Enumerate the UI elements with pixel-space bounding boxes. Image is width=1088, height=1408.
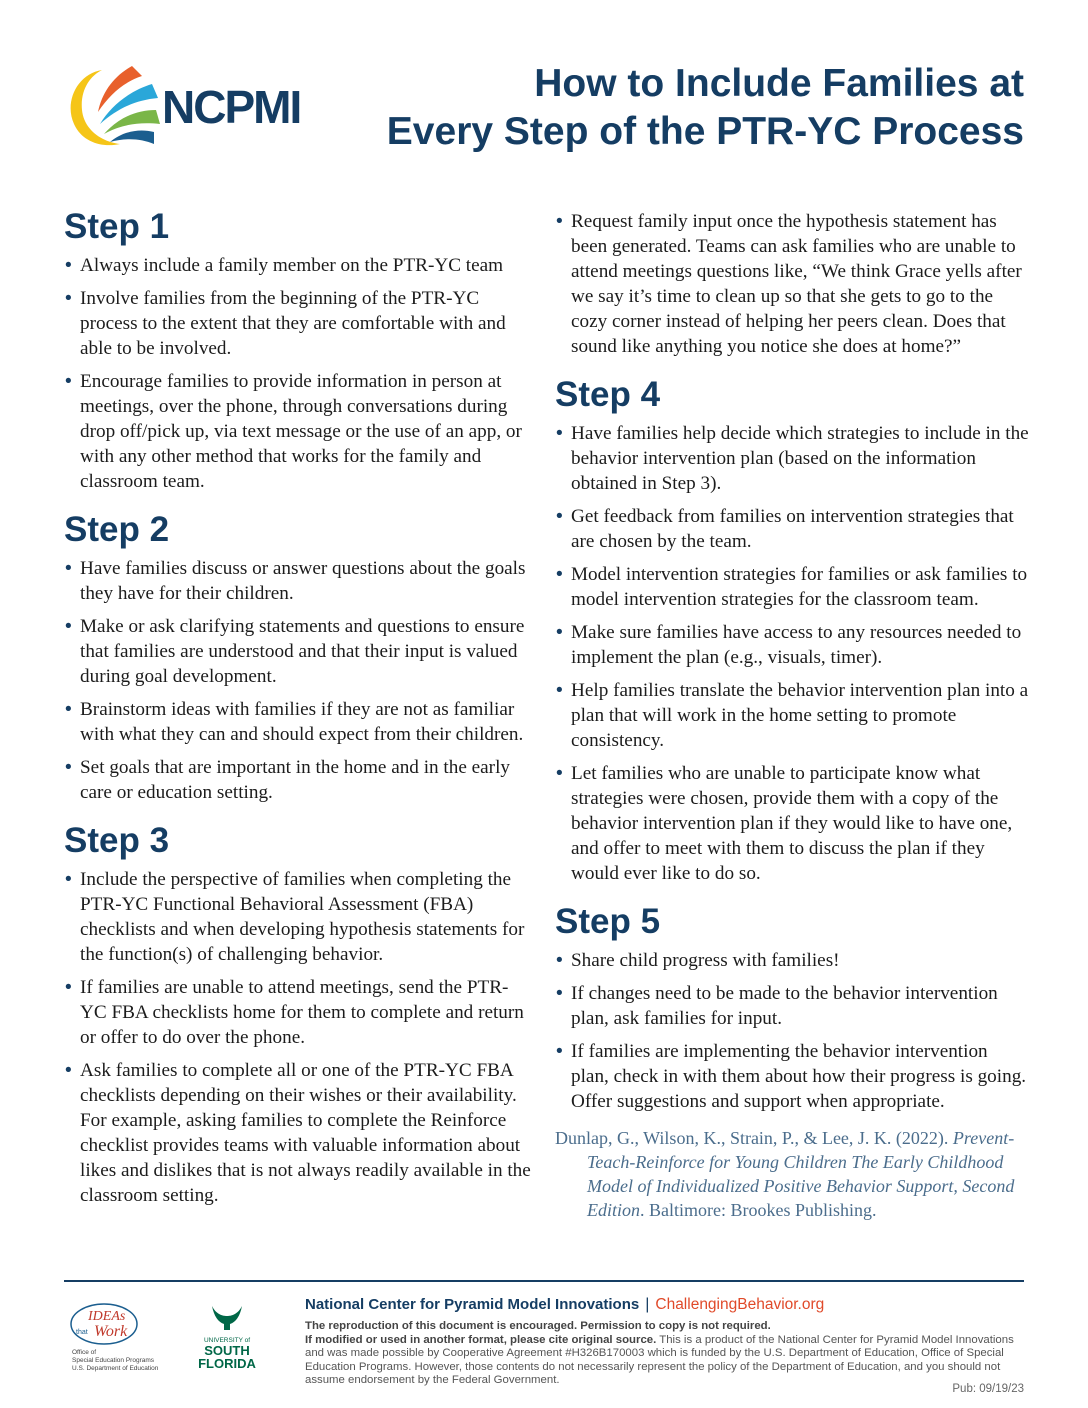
ideas-work-word: Work	[94, 1323, 128, 1340]
list-item: • Get feedback from families on intervention strategies that are chosen by the team.	[555, 504, 1030, 554]
publication-date: Pub: 09/19/23	[952, 1383, 1024, 1395]
list-item: • Help families translate the behavior intervention plan into a plan that will work in the home setting to promote consistency.	[555, 678, 1030, 753]
step-2-section	[64, 508, 534, 805]
list-item: • Model intervention strategies for families or ask families to model intervention strategies for the classroom team.	[555, 562, 1030, 612]
step-3-list-continued	[555, 209, 1030, 359]
step-5-list	[555, 948, 1030, 1114]
challenging-behavior-link[interactable]: ChallengingBehavior.org	[655, 1296, 825, 1313]
ideas-logo-icon	[68, 1298, 158, 1378]
step-1-heading: Step 1	[64, 207, 170, 246]
list-item: • Have families discuss or answer questions about the goals they have for their children.	[64, 556, 534, 606]
step-2-list	[64, 556, 534, 805]
notice-bold-1: The reproduction of this document is encouraged. Permission to copy is not required.	[305, 1320, 771, 1332]
list-item: • Include the perspective of families when completing the PTR-YC Functional Behavioral Assessment (FBA) checklists and when developing hypothesis statements for the function(s) of challenging behavior.	[64, 867, 534, 967]
right-column	[555, 205, 1030, 1222]
footer-divider	[64, 1280, 1024, 1282]
notice-bold-2: If modified or used in another format, please cite original source.	[305, 1333, 657, 1346]
usf-logo	[194, 1300, 260, 1372]
step-1-section	[64, 205, 534, 494]
list-item: • Always include a family member on the PTR-YC team	[64, 253, 534, 278]
usf-bull-icon	[194, 1300, 260, 1372]
footer-separator: |	[645, 1296, 650, 1313]
list-item: • Encourage families to provide information in person at meetings, over the phone, through conversations during drop off/pick up, via text message or the use of an app, or with any other method that works for the family and classroom team.	[64, 369, 534, 494]
step-3-heading: Step 3	[64, 821, 170, 860]
list-item: • Set goals that are important in the home and in the early care or education setting.	[64, 755, 534, 805]
list-item: • Request family input once the hypothesis statement has been generated. Teams can ask families who are unable to attend meetings questions like, “We think Grace yells after we say it’s time to clean up so that she gets to go to the cozy corner instead of helping her peers clean. Does that sound like anything you notice she does at home?”	[555, 209, 1030, 359]
page-title	[324, 60, 1024, 156]
step-5-section	[555, 900, 1030, 1114]
logo-wordmark: NCPMI	[162, 81, 301, 133]
step-2-heading: Step 2	[64, 510, 170, 549]
step-3-list	[64, 867, 534, 1208]
left-column	[64, 205, 534, 1222]
ncpmi-swirl-icon	[62, 62, 162, 152]
ideas-sub-1: Office of	[72, 1349, 97, 1356]
footer	[305, 1296, 1025, 1388]
ideas-that-word: that	[76, 1329, 88, 1336]
notice-text: This is a product of the National Center for Pyramid Model Innovations and was made possible by Cooperative Agreement #H326B170003 which is funded by the U.S. Department of Education, Office of Special Education Programs. However, those contents do not necessarily represent the policy of the Department of Education, and you should not assume endorsement by the Federal Government.	[305, 1333, 1014, 1386]
list-item: • Brainstorm ideas with families if they are not as familiar with what they can and should expect from their children.	[64, 697, 534, 747]
ideas-that-work-logo	[68, 1298, 158, 1378]
list-item: • Ask families to complete all or one of the PTR-YC FBA checklists depending on their wishes or their availability. For example, asking families to complete the Reinforce checklist provides teams with valuable information about likes and dislikes that is not always readily available in the classroom setting.	[64, 1058, 534, 1208]
usf-florida: FLORIDA	[198, 1356, 256, 1371]
step-1-list	[64, 253, 534, 494]
footer-notice	[305, 1320, 1025, 1388]
step-4-section	[555, 373, 1030, 886]
citation	[555, 1126, 1030, 1222]
list-item: • Let families who are unable to participate know what strategies were chosen, provide them with a copy of the behavior intervention plan if they would like to have one, and offer to meet with them to discuss the plan if they would ever like to do so.	[555, 761, 1030, 886]
list-item: • Involve families from the beginning of the PTR-YC process to the extent that they are comfortable with and able to be involved.	[64, 286, 534, 361]
list-item: • Make or ask clarifying statements and questions to ensure that families are understood and that their input is valued during goal development.	[64, 614, 534, 689]
ideas-sub-3: U.S. Department of Education	[72, 1365, 158, 1372]
usf-south: SOUTH	[204, 1343, 250, 1358]
citation-title: Prevent-Teach-Reinforce for Young Children The Early Childhood Model of Individualized Positive Behavior Support, Second Edition	[587, 1128, 1015, 1220]
ideas-word: IDEAs	[88, 1309, 126, 1324]
footer-heading	[305, 1296, 1025, 1314]
citation-authors: Dunlap, G., Wilson, K., Strain, P., & Lee, J. K. (2022).	[555, 1128, 949, 1148]
list-item: • Have families help decide which strategies to include in the behavior intervention plan (based on the information obtained in Step 3).	[555, 421, 1030, 496]
list-item: • If changes need to be made to the behavior intervention plan, ask families for input.	[555, 981, 1030, 1031]
list-item: • If families are implementing the behavior intervention plan, check in with them about how their progress is going. Offer suggestions and support when appropriate.	[555, 1039, 1030, 1114]
ideas-sub-2: Special Education Programs	[72, 1357, 155, 1364]
list-item: • Share child progress with families!	[555, 948, 1030, 973]
list-item: • Make sure families have access to any resources needed to implement the plan (e.g., visuals, timer).	[555, 620, 1030, 670]
step-5-heading: Step 5	[555, 902, 661, 941]
title-line-2: Every Step of the PTR-YC Process	[386, 110, 1024, 153]
step-4-list	[555, 421, 1030, 886]
list-item: • If families are unable to attend meetings, send the PTR-YC FBA checklists home for them to complete and return or offer to do over the phone.	[64, 975, 534, 1050]
usf-university-of: UNIVERSITY of	[203, 1337, 251, 1344]
footer-org-name: National Center for Pyramid Model Innovations	[305, 1296, 640, 1313]
ncpmi-logo	[62, 62, 312, 152]
step-4-heading: Step 4	[555, 375, 661, 414]
title-line-1: How to Include Families at	[534, 62, 1024, 105]
citation-publisher: . Baltimore: Brookes Publishing.	[640, 1200, 877, 1220]
step-3-section	[64, 819, 534, 1208]
